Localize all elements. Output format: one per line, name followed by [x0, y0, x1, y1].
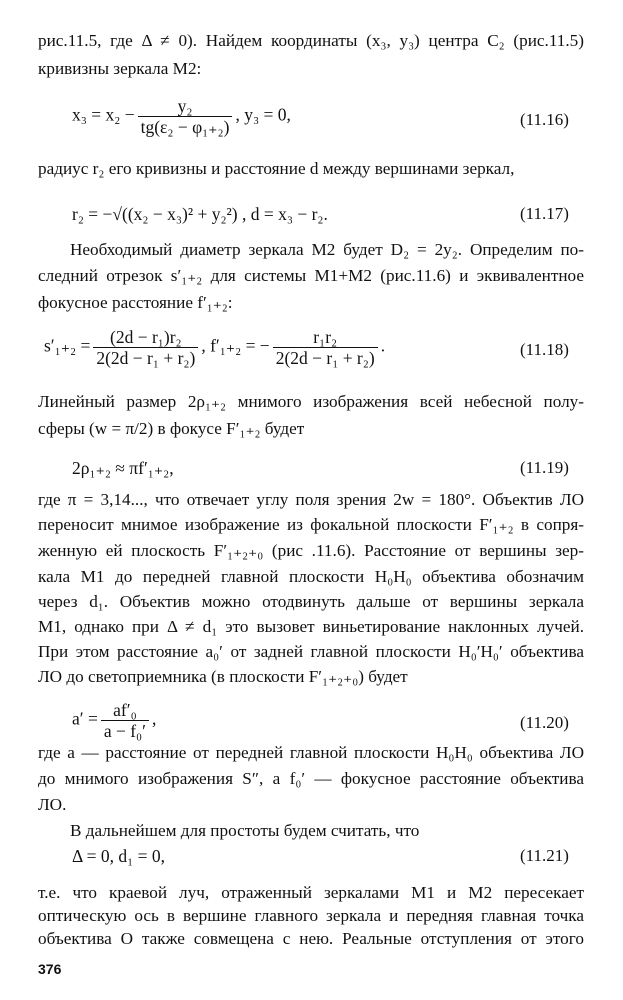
text-line: через d₁. Объектив можно отодвинуть дальше от вершины зеркала: [38, 592, 584, 611]
equation-part: x₃ = x₂ −: [72, 104, 135, 125]
equation-11-19: 2ρ₁₊₂ ≈ πf′₁₊₂,: [72, 458, 174, 478]
equation-number: (11.18): [520, 340, 569, 359]
text-line: объектива O также совмещена с нею. Реальные отступления от этого: [38, 929, 584, 948]
text-line: где π = 3,14..., что отвечает углу поля зрения 2w = 180°. Объектив ЛО: [38, 490, 584, 509]
equation-11-16: [72, 96, 291, 137]
fraction: [93, 327, 198, 368]
numerator: r₁r₂: [273, 327, 378, 348]
text-line: радиус r₂ его кривизны и расстояние d между вершинами зеркал,: [38, 159, 515, 178]
equation-11-18: [44, 327, 385, 368]
denominator: 2(2d − r₁ + r₂): [96, 348, 196, 368]
equation-11-20: [72, 700, 156, 741]
numerator: af′₀: [101, 700, 149, 721]
denominator: 2(2d − r₁ + r₂): [275, 348, 375, 368]
text-line: В дальнейшем для простоты будем считать, что: [70, 821, 420, 840]
equation-number: (11.19): [520, 458, 569, 477]
equation-number: (11.21): [520, 846, 569, 865]
fraction: [273, 327, 378, 368]
text-line: рис.11.5, где Δ ≠ 0). Найдем координаты (x₃, y₃) центра C₂ (рис.11.5): [38, 31, 584, 50]
equation-11-21: Δ = 0, d₁ = 0,: [72, 846, 166, 866]
numerator: y₂: [138, 96, 233, 117]
equation-part: a′ =: [72, 708, 98, 729]
denominator: a − f₀′: [103, 721, 146, 741]
equation-part: ,: [152, 708, 157, 729]
page-number: 376: [38, 961, 62, 977]
text-line: сферы (w = π/2) в фокусе F′₁₊₂ будет: [38, 419, 305, 438]
text-line: женную ей плоскость F′₁₊₂₊₀ (рис .11.6). Расстояние от вершины зер-: [38, 541, 584, 560]
text-line: где a — расстояние от передней главной плоскости H₀H₀ объектива ЛО: [38, 743, 584, 762]
text-line: ЛО.: [38, 795, 67, 814]
text-line: кала М1 до передней главной плоскости H₀H₀ объектива обозначим: [38, 567, 584, 586]
equation-number: (11.17): [520, 204, 569, 223]
text-line: переносит мнимое изображение из фокальной плоскости F′₁₊₂ в сопря-: [38, 515, 584, 534]
text-line: При этом расстояние a₀′ от задней главной плоскости H₀′H₀′ объектива: [38, 642, 584, 661]
text-line: оптическую ось в вершине главного зеркала и передняя главная точка: [38, 906, 584, 925]
equation-part: , y₃ = 0,: [235, 104, 291, 125]
text-line: до мнимого изображения S″, а f₀′ — фокусное расстояние объектива: [38, 769, 584, 788]
text-line: т.е. что краевой луч, отраженный зеркалами М1 и М2 пересекает: [38, 883, 584, 902]
equation-number: (11.16): [520, 110, 569, 129]
denominator: tg(ε₂ − φ₁₊₂): [140, 117, 230, 137]
text-line: фокусное расстояние f′₁₊₂:: [38, 293, 233, 312]
numerator: (2d − r₁)r₂: [93, 327, 198, 348]
equation-part: .: [380, 335, 386, 356]
fraction: [138, 96, 233, 137]
text-line: следний отрезок s′₁₊₂ для системы М1+М2 (рис.11.6) и эквивалентное: [38, 266, 584, 285]
text-line: ЛО до светоприемника (в плоскости F′₁₊₂₊₀) будет: [38, 667, 408, 686]
text-line: Необходимый диаметр зеркала М2 будет D₂ = 2y₂. Определим по-: [70, 240, 584, 259]
equation-number: (11.20): [520, 713, 569, 732]
equation-part: s′₁₊₂ =: [44, 335, 91, 356]
text-line: Линейный размер 2ρ₁₊₂ мнимого изображения всей небесной полу-: [38, 392, 584, 411]
fraction: [101, 700, 149, 741]
text-line: кривизны зеркала М2:: [38, 59, 202, 78]
text-line: М1, однако при Δ ≠ d₁ это вызовет виньетирование наклонных лучей.: [38, 617, 584, 636]
equation-part: , f′₁₊₂ = −: [201, 335, 270, 356]
equation-11-17: r₂ = −√((x₂ − x₃)² + y₂²) , d = x₃ − r₂.: [72, 204, 328, 224]
